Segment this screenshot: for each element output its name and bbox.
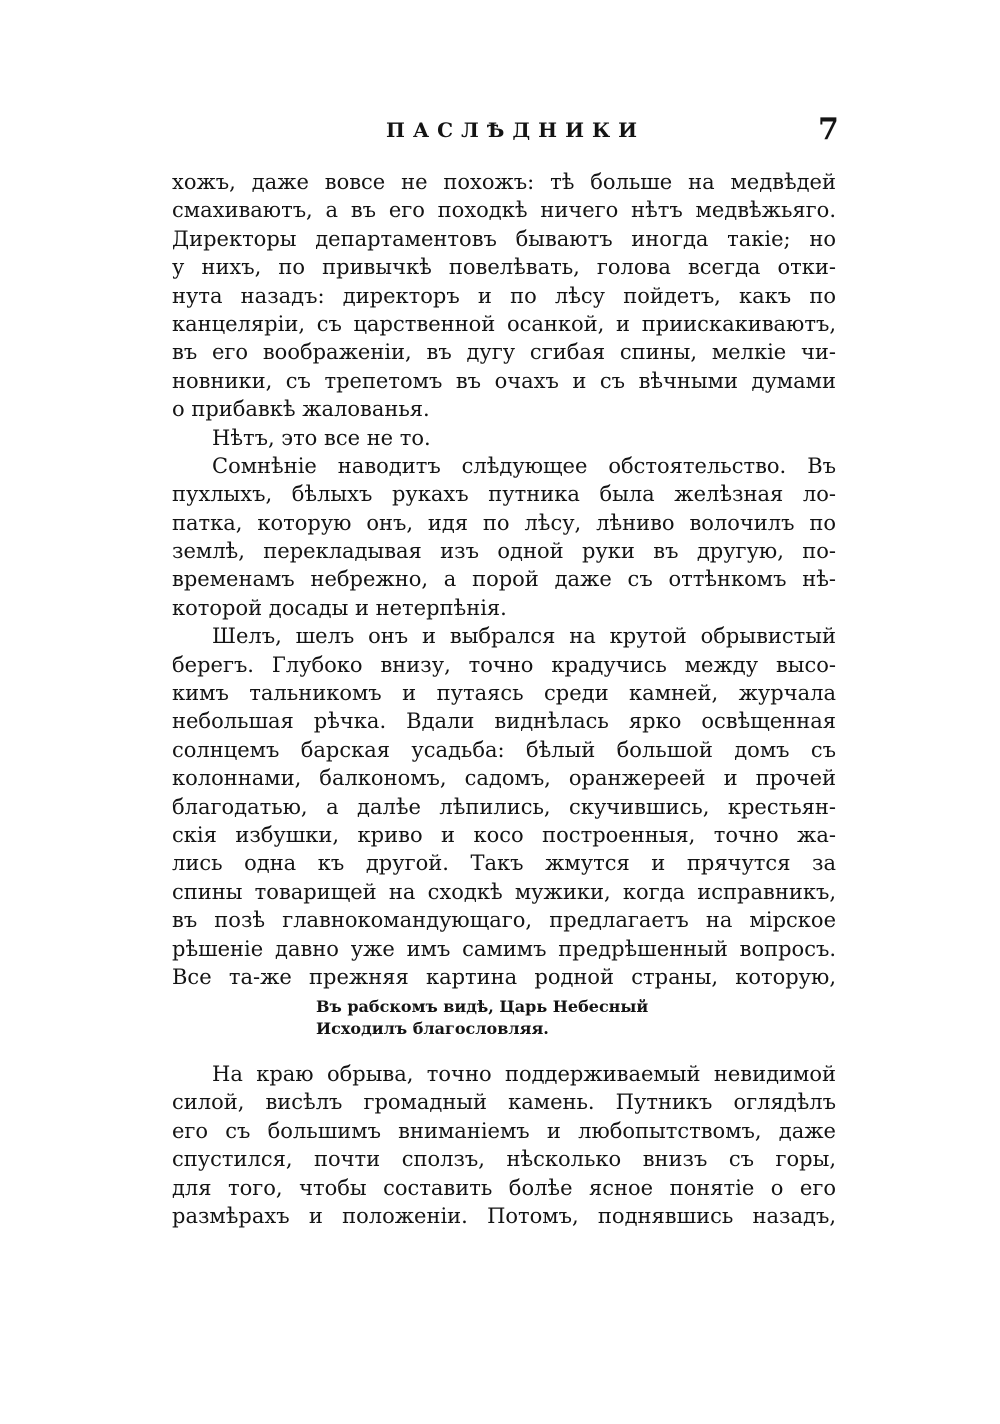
text-line: землѣ, перекладывая изъ одной руки въ другую, по-	[172, 539, 836, 564]
page-header	[0, 112, 1000, 152]
text-line: колоннами, балкономъ, садомъ, оранжереей и прочей	[172, 766, 836, 791]
text-line: благодатью, а далѣе лѣпились, скучившись, крестьян-	[172, 794, 836, 819]
text-line: Сомнѣніе наводитъ слѣдующее обстоятельство. Въ	[212, 453, 836, 478]
text-line: кимъ тальникомъ и путаясь среди камней, журчала	[172, 681, 836, 706]
text-line: Нѣтъ, это все не то.	[212, 425, 431, 450]
text-line: рѣшеніе давно уже имъ самимъ предрѣшенный вопросъ.	[172, 936, 836, 961]
text-line: о прибавкѣ жалованья.	[172, 397, 430, 422]
text-line: На краю обрыва, точно поддерживаемый невидимой	[212, 1062, 836, 1086]
text-line: размѣрахъ и положеніи. Потомъ, поднявшись назадъ,	[172, 1203, 836, 1228]
text-line: въ его воображеніи, въ дугу сгибая спины, мелкіе чи-	[172, 340, 836, 365]
text-line: Все та-же прежняя картина родной страны, которую,	[172, 964, 836, 989]
text-line: солнцемъ барская усадьба: бѣлый большой домъ съ	[172, 737, 836, 762]
text-line: спины товарищей на сходкѣ мужики, когда исправникъ,	[172, 879, 836, 904]
text-line: скія избушки, криво и косо построенныя, точно жа-	[172, 822, 836, 847]
text-line: временамъ небрежно, а порой даже съ оттѣнкомъ нѣ-	[172, 567, 836, 592]
text-line: новники, съ трепетомъ въ очахъ и съ вѣчными думами	[172, 368, 836, 393]
text-line: въ позѣ главнокомандующаго, предлагаетъ на мірское	[172, 908, 836, 933]
text-line: лись одна къ другой. Такъ жмутся и прячутся за	[172, 851, 836, 876]
text-line: небольшая рѣчка. Вдали виднѣлась ярко освѣщенная	[172, 709, 836, 734]
main-text	[172, 168, 836, 991]
text-line: Шелъ, шелъ онъ и выбрался на крутой обрывистый	[212, 624, 836, 649]
text-line: берегъ. Глубоко внизу, точно крадучись между высо-	[172, 652, 836, 677]
running-title: ПАСЛѢДНИКИ	[386, 118, 646, 142]
text-line: смахиваютъ, а въ его походкѣ ничего нѣтъ медвѣжьяго.	[172, 198, 836, 223]
text-line: хожъ, даже вовсе не похожъ: тѣ больше на медвѣдей	[172, 170, 836, 194]
text-line: канцеляріи, съ царственной осанкой, и приискакиваютъ,	[172, 311, 836, 336]
text-line: нута назадъ: директоръ и по лѣсу пойдетъ, какъ по	[172, 283, 836, 308]
main-text-continued	[172, 1060, 836, 1230]
text-line: его съ большимъ вниманіемъ и любопытствомъ, даже	[172, 1118, 836, 1143]
text-line: спустился, почти сползъ, нѣсколько внизъ съ горы,	[172, 1147, 836, 1172]
epigraph-quote	[316, 996, 716, 1040]
text-line: Директоры департаментовъ бываютъ иногда такіе; но	[172, 226, 836, 251]
text-line: патка, которую онъ, идя по лѣсу, лѣниво волочилъ по	[172, 510, 836, 535]
text-line: пухлыхъ, бѣлыхъ рукахъ путника была желѣзная ло-	[172, 482, 836, 507]
text-line: для того, чтобы составить болѣе ясное понятіе о его	[172, 1175, 836, 1200]
epigraph-line: Исходилъ благословляя.	[316, 1019, 549, 1038]
text-line: которой досады и нетерпѣнія.	[172, 595, 507, 620]
page-number: 7	[818, 112, 839, 147]
text-line: у нихъ, по привычкѣ повелѣвать, голова всегда отки-	[172, 255, 836, 280]
text-line: силой, висѣлъ громадный камень. Путникъ оглядѣлъ	[172, 1090, 836, 1115]
epigraph-line: Въ рабскомъ видѣ, Царь Небесный	[316, 997, 649, 1016]
